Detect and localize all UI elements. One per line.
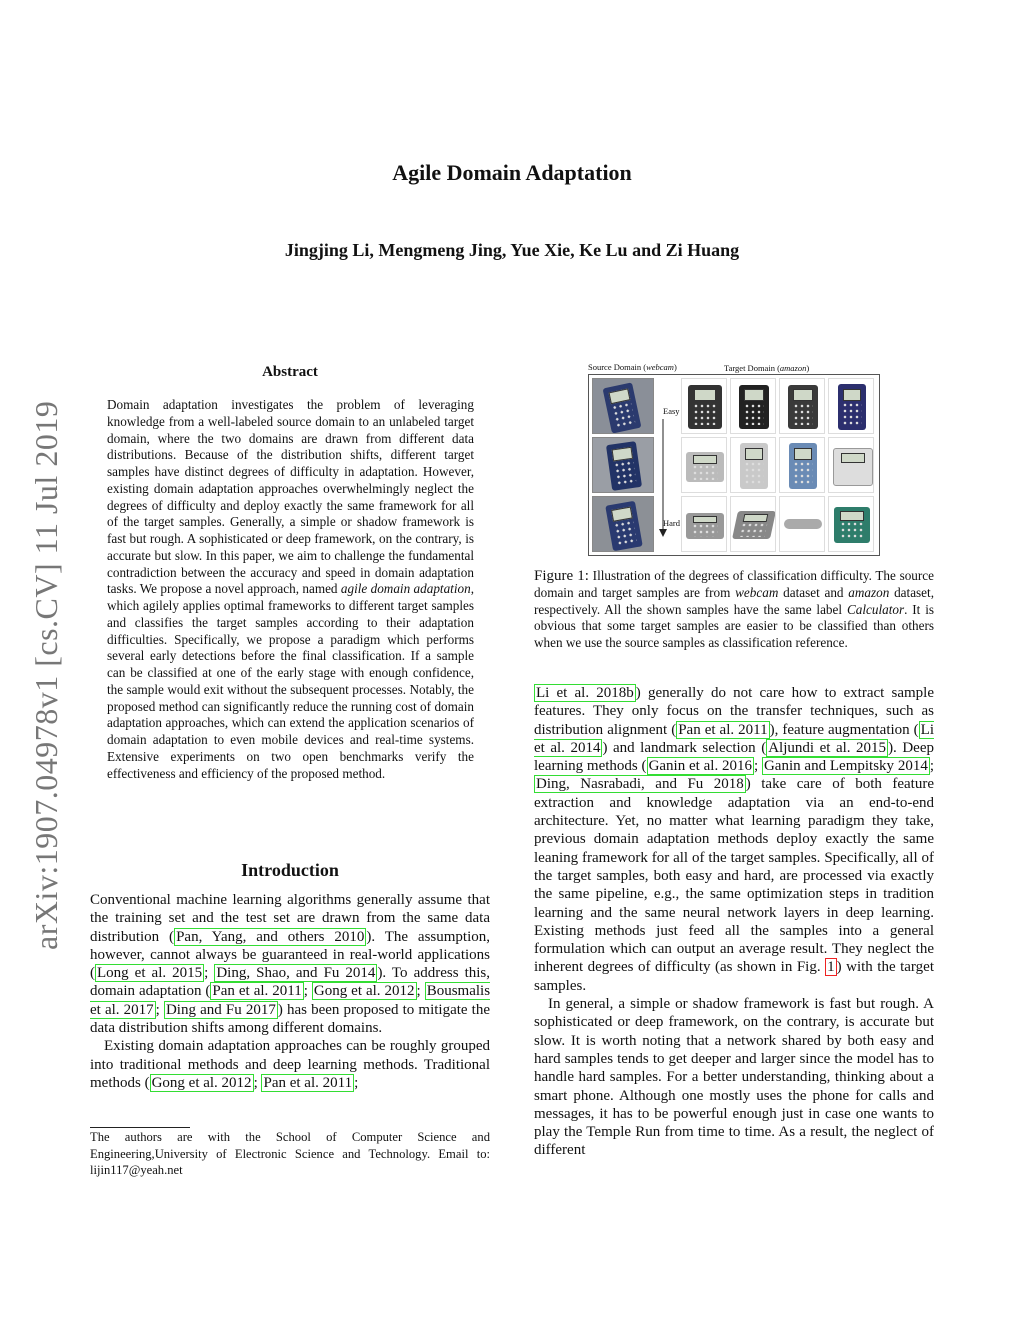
citation-link[interactable]: Pan, Yang, and others 2010: [176, 928, 365, 945]
citation-link[interactable]: Bousmalis et al. 2017: [90, 983, 491, 1018]
target-image: [779, 437, 825, 493]
right-column-body: [534, 684, 934, 1160]
footnote-divider: [90, 1127, 190, 1128]
hard-label: Hard: [663, 518, 680, 528]
figure-caption: Figure 1: Illustration of the degrees of classification difficulty. The source domain and target samples are from webcam dataset and amazon dataset, respectively. All the shown samples have the same label Calculator. It is obvious that some target samples are easier to be classified than others when we use the source samples as classification reference.: [534, 568, 934, 651]
source-domain-label: Source Domain (webcam): [588, 362, 677, 372]
citation-link[interactable]: Pan et al. 2011: [678, 721, 768, 738]
citation-link[interactable]: Gong et al. 2012: [151, 1074, 252, 1091]
citation-link[interactable]: Pan et al. 2011: [212, 983, 302, 1000]
easy-label: Easy: [663, 406, 680, 416]
target-image: [730, 496, 776, 552]
target-image: [828, 437, 874, 493]
body-paragraph: In general, a simple or shadow framework is fast but rough. A sophisticated or deep framework, on the contrary, is accurate but slow. It is worth noting that a network shared by both easy and hard samples tends to get deeper and larger since the model has to handle hard samples. For a better understanding, thinking about a smart phone. Although one mostly uses the phone for calls and messages, it has to be powerful enough just in case one wants to play the Temple Run from time to time. As a result, the neglect of different: [534, 996, 934, 1159]
citation-link[interactable]: Pan et al. 2011: [263, 1074, 353, 1091]
citation-link[interactable]: Aljundi et al. 2015: [768, 739, 887, 756]
target-image: [779, 496, 825, 552]
target-image: [730, 378, 776, 434]
citation-link[interactable]: Li et al. 2014: [534, 721, 935, 756]
source-image: [592, 496, 654, 552]
citation-link[interactable]: Ding, Nasrabadi, and Fu 2018: [536, 776, 744, 793]
target-image: [681, 378, 727, 434]
abstract-heading: Abstract: [262, 364, 318, 380]
source-image: [592, 378, 654, 434]
figure-frame: [588, 374, 880, 556]
body-paragraph: Li et al. 2018b ) generally do not care how to extract sample features. They only focus on the transfer techniques, such as distribution alignment ( Pan et al. 2011 ), feature augmentation ( Li et al. 2014 ) and landmark selection ( Aljundi et al. 2015 ). Deep learning methods ( Ganin et al. 2016 ; Ganin and Lempitsky 2014 ; Ding, Nasrabadi, and Fu 2018 ) take care of both feature extraction and knowledge adaptation via an end-to-end architecture. Yet, no matter what learning paradigm they take, previous domain adaptation methods deploy exactly the same leaning framework for all of the target samples. Specifically, all of the target samples, both easy and hard, are processed via exactly the same pipeline, e.g., the same optimization steps in tradition learning and the same neural network layers in deep learning. Existing methods just feed all the samples into a general formulation which can output an average result. They neglect the inherent degrees of difficulty (as shown in Fig. 1 ) with the target samples.: [534, 685, 935, 994]
target-image: [828, 496, 874, 552]
citation-link[interactable]: Ding and Fu 2017: [165, 1001, 276, 1018]
paper-title: Agile Domain Adaptation: [392, 160, 632, 185]
footnote: The authors are with the School of Computer Science and Engineering,University of Electronic Science and Technology. Email to: lijin117@yeah.net: [90, 1130, 490, 1177]
intro-paragraph-1: Conventional machine learning algorithms generally assume that the training set and the test set are drawn from the same data distribution ( Pan, Yang, and others 2010 ). The assumption, however, cannot always be guaranteed in real-world applications ( Long et al. 2015 ; Ding, Shao, and Fu 2014 ). To address this, domain adaptation ( Pan et al. 2011 ; Gong et al. 2012 ; Bousmalis et al. 2017 ; Ding and Fu 2017 ) has been proposed to mitigate the data distribution shifts among different domains.: [90, 892, 491, 1037]
target-image: [779, 378, 825, 434]
author-list: Jingjing Li, Mengmeng Jing, Yue Xie, Ke Lu and Zi Huang: [284, 240, 740, 260]
introduction-body: [90, 891, 490, 1092]
abstract-body: Domain adaptation investigates the problem of leveraging knowledge from a well-labeled source domain to an unlabeled target domain, where the two domains are drawn from different data distributions. Because of the distribution shifts, different target samples have distinct degrees of difficulty in adaptation. However, existing domain adaptation approaches overwhelmingly neglect the degrees of difficulty and deploy exactly the same framework for all of the target samples. Generally, a simple or shadow framework is fast but rough. A sophisticated or deep framework, on the contrary, is accurate but slow. In this paper, we aim to challenge the fundamental contradiction between the accuracy and speed in domain adaptation tasks. We propose a novel approach, named agile domain adaptation, which agilely applies optimal frameworks to different target samples and classifies the target samples according to their adaptation difficulties. Specifically, we propose a paradigm which performs several early detections before the final classification. If a sample can be classified at one of the early stage with enough confidence, the sample would exit without the subsequent processes. Notably, the proposed method can significantly reduce the running cost of domain adaptation approaches, which can extend the application scenarios of domain adaptation to even mobile devices and real-time systems. Extensive experiments on two open benchmarks verify the effectiveness and efficiency of the proposed method.: [107, 397, 474, 781]
arxiv-identifier: arXiv:1907.04978v1 [cs.CV] 11 Jul 2019: [28, 400, 64, 950]
citation-link[interactable]: Ding, Shao, and Fu 2014: [216, 965, 376, 982]
target-image: [730, 437, 776, 493]
figure-1: [588, 360, 880, 556]
target-image: [681, 496, 727, 552]
target-domain-label: Target Domain (amazon): [724, 363, 810, 373]
citation-link[interactable]: Ganin and Lempitsky 2014: [763, 758, 928, 775]
target-image: [828, 378, 874, 434]
citation-link[interactable]: Gong et al. 2012: [313, 983, 415, 1000]
citation-link[interactable]: Long et al. 2015: [97, 965, 203, 982]
citation-link[interactable]: Li et al. 2018b: [536, 685, 634, 701]
introduction-heading: Introduction: [241, 860, 339, 880]
figure-reference-link[interactable]: 1: [827, 959, 835, 976]
source-image: [592, 437, 654, 493]
target-image: [681, 437, 727, 493]
citation-link[interactable]: Ganin et al. 2016: [648, 758, 752, 775]
intro-paragraph-2: Existing domain adaptation approaches can be roughly grouped into traditional methods and deep learning methods. Traditional methods ( Gong et al. 2012 ; Pan et al. 2011 ;: [90, 1038, 490, 1091]
